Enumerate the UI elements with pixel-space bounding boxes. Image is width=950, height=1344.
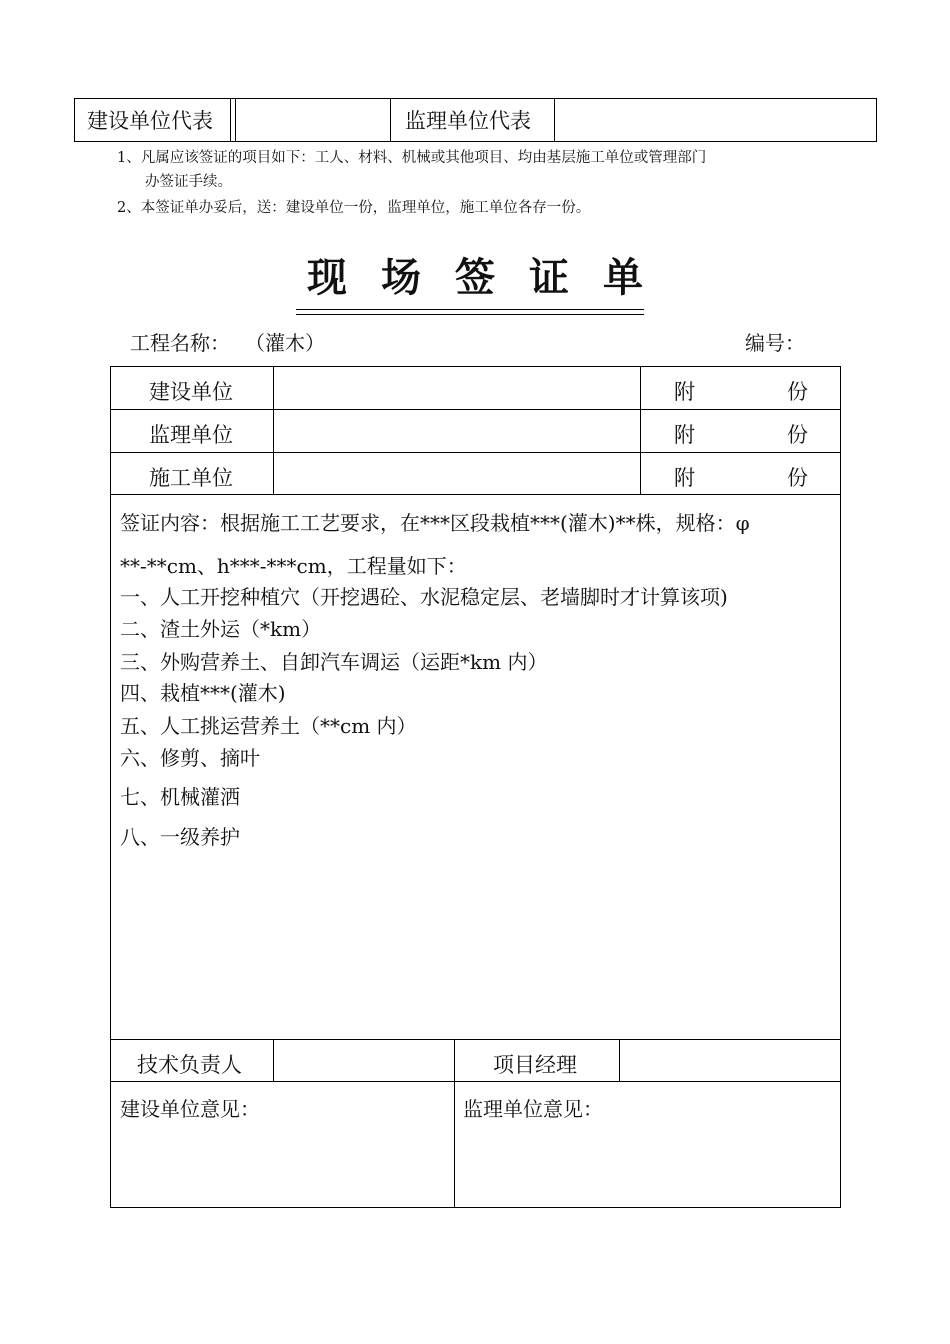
unit-owner-attach: 附 (674, 380, 695, 404)
project-number-label: 编号： (745, 331, 805, 355)
col-divider (273, 367, 274, 494)
project-manager-label: 项目经理 (493, 1053, 577, 1077)
owner-rep-label: 建设单位代表 (87, 109, 213, 133)
col-divider (273, 1039, 274, 1081)
work-item: 四、栽植***(灌木) (120, 681, 286, 705)
note-1-line-2: 办签证手续。 (145, 174, 232, 190)
note-2: 2、本签证单办妥后，送：建设单位一份，监理单位，施工单位各存一份。 (117, 200, 591, 216)
content-intro-line-1: 签证内容：根据施工工艺要求，在***区段栽植***(灌木)**株，规格：φ (120, 511, 750, 535)
supervisor-rep-field[interactable] (555, 99, 875, 141)
work-item: 二、渣土外运（*km） (120, 617, 322, 641)
site-visa-table (110, 366, 841, 1208)
note-1-line-1: 1、凡属应该签证的项目如下：工人、材料、机械或其他项目、均由基层施工单位或管理部门 (117, 150, 707, 166)
supervisor-opinion-label: 监理单位意见： (463, 1097, 603, 1121)
row-divider (111, 1039, 840, 1040)
tech-lead-label: 技术负责人 (137, 1053, 242, 1077)
unit-owner-label: 建设单位 (149, 380, 233, 404)
col-divider (454, 1039, 455, 1207)
divider (390, 99, 391, 141)
work-item: 五、人工挑运营养土（**cm 内） (120, 714, 417, 738)
work-item: 七、机械灌洒 (120, 785, 240, 809)
row-divider (111, 1081, 840, 1082)
unit-contractor-label: 施工单位 (149, 466, 233, 490)
title-underline (296, 309, 644, 310)
content-intro-line-2: **-**cm、h***-***cm，工程量如下： (120, 554, 467, 578)
unit-supervisor-label: 监理单位 (149, 423, 233, 447)
row-divider (111, 452, 840, 453)
unit-supervisor-attach: 附 (674, 423, 695, 447)
unit-contractor-attach: 附 (674, 466, 695, 490)
title-underline (296, 314, 644, 315)
row-divider (111, 409, 840, 410)
work-item: 八、一级养护 (120, 825, 240, 849)
unit-supervisor-copies: 份 (787, 423, 808, 447)
project-name-label: 工程名称： (130, 331, 230, 355)
unit-contractor-copies: 份 (787, 466, 808, 490)
supervisor-rep-label: 监理单位代表 (405, 109, 531, 133)
document-title: 现场签证单 (307, 254, 677, 301)
work-item: 三、外购营养土、自卸汽车调运（运距*km 内） (120, 650, 548, 674)
work-item: 六、修剪、摘叶 (120, 746, 260, 770)
col-divider (640, 367, 641, 494)
row-divider (111, 494, 840, 495)
owner-opinion-label: 建设单位意见： (120, 1097, 260, 1121)
col-divider (619, 1039, 620, 1081)
unit-owner-copies: 份 (787, 380, 808, 404)
work-item: 一、人工开挖种植穴（开挖遇砼、水泥稳定层、老墙脚时才计算该项) (120, 585, 728, 609)
project-name-value: （灌木） (245, 331, 325, 355)
representative-table (74, 98, 877, 142)
